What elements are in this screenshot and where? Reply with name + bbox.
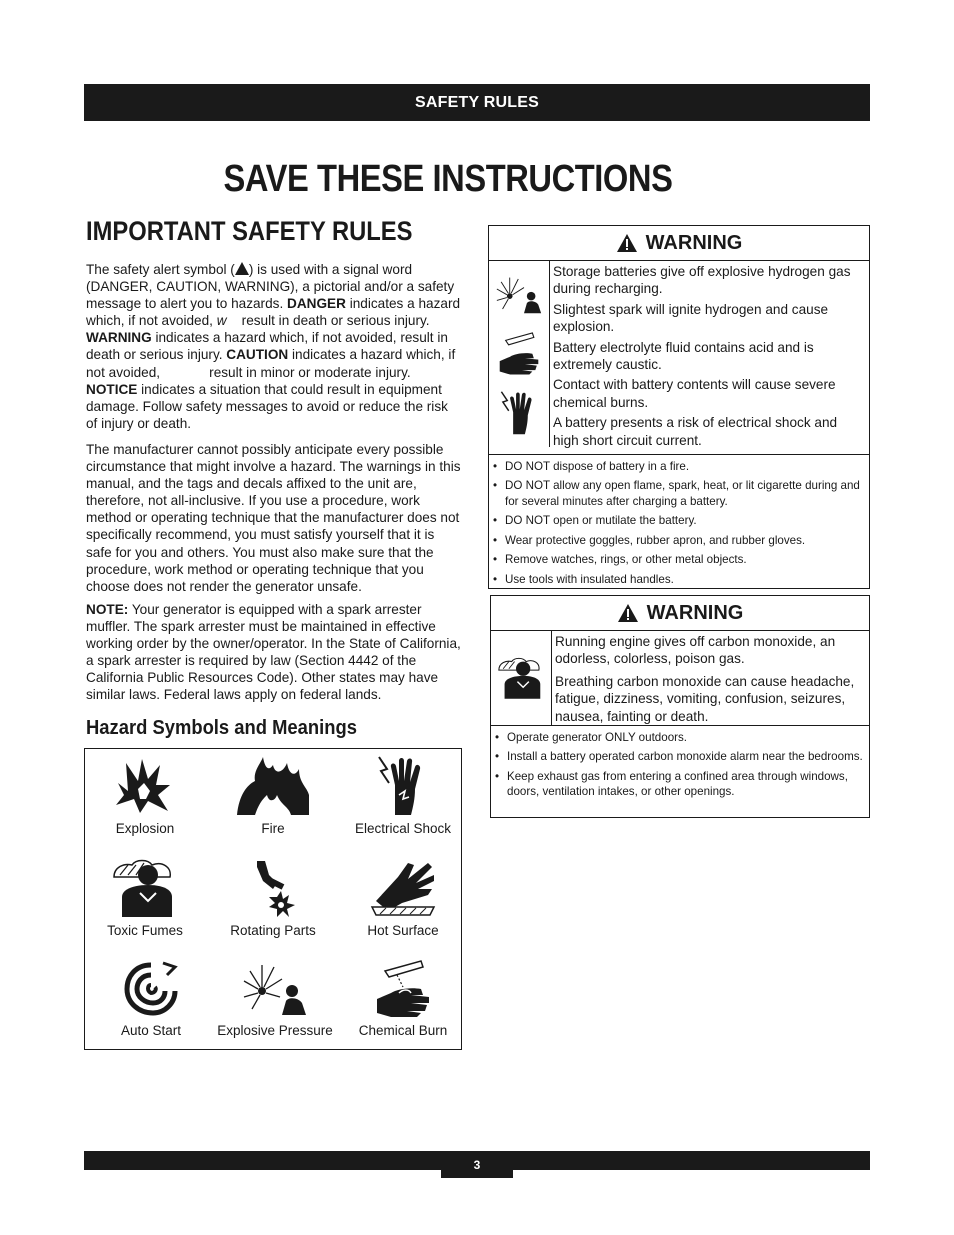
- hazard-label: Explosion: [115, 821, 175, 836]
- auto-start-icon: [121, 957, 181, 1019]
- list-item: • Keep exhaust gas from entering a confined area through windows, doors, ventilation intakes, or other openings.: [491, 769, 863, 800]
- hazard-label: Auto Start: [120, 1023, 182, 1038]
- warning-heading-text: WARNING: [646, 601, 744, 624]
- warning-statement: Battery electrolyte fluid contains acid and is extremely caustic.: [553, 339, 814, 373]
- page-title: SAVE THESE INSTRUCTIONS: [223, 158, 673, 200]
- warning-heading: [489, 226, 869, 261]
- list-item: • DO NOT dispose of battery in a fire.: [489, 459, 863, 474]
- chemical-burn-icon: [371, 957, 435, 1019]
- note-label: NOTE:: [86, 602, 129, 617]
- warning-statement: A battery presents a risk of electrical shock and high short circuit current.: [553, 415, 838, 448]
- chemical-burn-icon: [495, 330, 543, 376]
- fire-icon: [233, 755, 313, 817]
- rotating-parts-icon: [243, 857, 303, 919]
- electrical-shock-icon: [373, 755, 433, 817]
- warning-statements-row: [491, 631, 869, 726]
- hazard-symbols-box: [84, 748, 462, 1050]
- warning-statements: [550, 261, 869, 454]
- warning-statement: Running engine gives off carbon monoxide, an odorless, colorless, poison gas.: [555, 634, 836, 667]
- warning-triangle-icon: [617, 603, 639, 623]
- warning-statements: [552, 631, 869, 725]
- explosive-pressure-icon: [240, 957, 310, 1019]
- list-item: • DO NOT allow any open flame, spark, heat, or lit cigarette during and for several minutes after charging a battery.: [489, 478, 863, 509]
- list-item: • Install a battery operated carbon monoxide alarm near the bedrooms.: [491, 749, 863, 764]
- section-title: IMPORTANT SAFETY RULES: [86, 216, 413, 246]
- hazard-item-explosive-pressure: [215, 957, 335, 1038]
- list-item: • Wear protective goggles, rubber apron, and rubber gloves.: [489, 533, 863, 548]
- warning-statement: Breathing carbon monoxide can cause headache, fatigue, dizziness, vomiting, confusion, seizures, nausea, fainting or death.: [555, 673, 855, 724]
- text-run: indicates a hazard which, if not avoided, result in death or serious injury.: [86, 330, 448, 363]
- paragraph-text: The manufacturer cannot possibly anticipate every possible circumstance that might involve a hazard. The warnings in this manual, and the tags and decals affixed to the unit are, therefore, not all-inclusive. If you use a procedure, work method or operating technique that the manufacturer does not specifically recommend, you must satisfy yourself that it is safe for you and others. You must also make sure that the procedure, work method or operating technique that you choose does not render the generator unsafe.: [86, 442, 461, 594]
- hazard-label: Explosive Pressure: [217, 1023, 333, 1038]
- text-run: w: [216, 313, 227, 329]
- text-run: indicates a situation that could result in equipment damage. Follow safety messages to avoid or reduce the risk of injury or death.: [86, 381, 448, 431]
- toxic-fumes-icon: [496, 655, 546, 701]
- safety-alert-icon: [235, 262, 249, 275]
- danger-word: DANGER: [287, 296, 346, 312]
- list-item: • Operate generator ONLY outdoors.: [491, 730, 863, 745]
- hazard-label: Fire: [261, 821, 285, 836]
- warning-statement: Storage batteries give off explosive hydrogen gas during recharging.: [553, 264, 851, 297]
- warning-statements-row: [489, 261, 869, 455]
- hazard-item-chemical-burn: [343, 957, 463, 1038]
- hazard-item-toxic-fumes: [85, 857, 205, 938]
- toxic-fumes-icon: [110, 857, 180, 919]
- warning-heading: [491, 596, 869, 631]
- text-run: indicates a hazard which, if not avoided,: [86, 296, 461, 329]
- list-item: • Remove watches, rings, or other metal objects.: [489, 552, 863, 567]
- warning-icons-column: [491, 631, 552, 725]
- hazard-item-hot-surface: [343, 857, 463, 938]
- list-item: • DO NOT open or mutilate the battery.: [489, 513, 863, 528]
- warning-icons-column: [489, 261, 550, 447]
- hazard-item-fire: [213, 755, 333, 836]
- text-run: result in death or serious injury.: [226, 313, 434, 329]
- warning-heading-text: WARNING: [645, 231, 743, 254]
- hazard-label: Chemical Burn: [358, 1023, 448, 1038]
- hazard-label: Hot Surface: [367, 923, 439, 938]
- intro-paragraph-note: [86, 601, 462, 712]
- intro-paragraph-signal-words: [86, 261, 462, 440]
- hazard-item-electrical-shock: [343, 755, 463, 836]
- explosive-pressure-icon: [494, 271, 544, 317]
- electrical-shock-icon: [497, 389, 541, 437]
- caution-word: CAUTION: [226, 347, 289, 363]
- page-number: [441, 1151, 513, 1178]
- explosion-icon: [112, 755, 178, 817]
- section-header-title: SAFETY RULES: [415, 93, 539, 111]
- carbon-monoxide-warning-box: [490, 595, 870, 818]
- warning-bullet-list: [489, 455, 869, 587]
- warning-bullet-list: [491, 726, 869, 800]
- warning-statement: Contact with battery contents will cause severe chemical burns.: [553, 377, 836, 410]
- hazard-label: Electrical Shock: [354, 821, 452, 836]
- text-run: ) is used with a signal word (DANGER, CAUTION, WARNING), a pictorial and/or a safety message to alert you to hazards.: [86, 262, 455, 312]
- hazard-item-explosion: [85, 755, 205, 836]
- intro-paragraph-manufacturer: [86, 441, 462, 603]
- hazard-label: Rotating Parts: [230, 923, 316, 938]
- section-header-bar: [84, 84, 870, 121]
- hazard-item-auto-start: [91, 957, 211, 1038]
- text-run: indicates a hazard which, if not avoided, result in minor or moderate injury.: [86, 347, 460, 380]
- notice-word: NOTICE: [86, 381, 138, 397]
- list-item: • Use tools with insulated handles.: [489, 572, 863, 587]
- hazard-item-rotating-parts: [213, 857, 333, 938]
- hot-surface-icon: [368, 857, 438, 919]
- note-text: Your generator is equipped with a spark arrester muffler. The spark arrester must be maintained in effective working order by the owner/operator. In the State of California, a spark arrester is required by law (Section 4442 of the California Public Resources Code). Other states may have similar laws. Federal laws apply on federal lands.: [86, 602, 461, 703]
- hazard-label: Toxic Fumes: [107, 923, 183, 938]
- battery-warning-box: [488, 225, 870, 589]
- hazard-symbols-title: Hazard Symbols and Meanings: [86, 717, 357, 739]
- warning-triangle-icon: [616, 233, 638, 253]
- warning-statement: Slightest spark will ignite hydrogen and cause explosion.: [553, 301, 829, 335]
- warning-word: WARNING: [86, 330, 152, 346]
- text-run: The safety alert symbol (: [86, 262, 235, 277]
- page-number-text: 3: [473, 1157, 481, 1172]
